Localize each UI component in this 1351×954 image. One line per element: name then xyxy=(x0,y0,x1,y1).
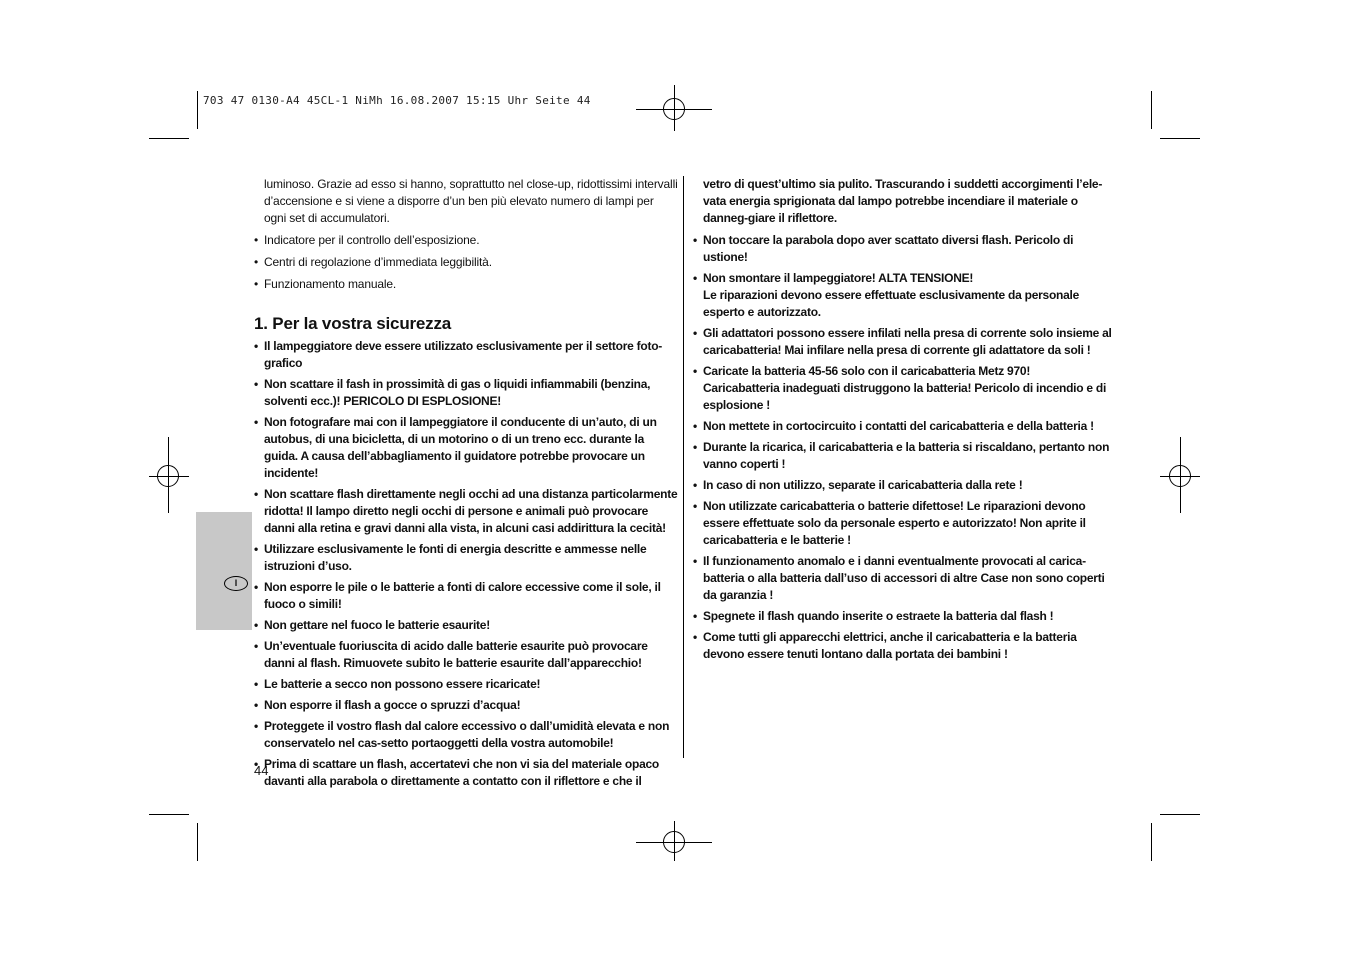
feature-item: • Centri di regolazione d’immediata leggibilità. xyxy=(254,254,678,271)
safety-item: • Il lampeggiatore deve essere utilizzato esclusivamente per il settore foto-grafico xyxy=(254,338,678,372)
crop-mark xyxy=(149,814,189,815)
safety-item xyxy=(693,498,1117,549)
registration-circle xyxy=(157,465,179,487)
safety-item xyxy=(693,439,1117,473)
left-column xyxy=(254,176,678,794)
safety-item: • Non scattare il fash in prossimità di gas o liquidi infiammabili (benzina, solventi ecc.)! PERICOLO DI ESPLOSIONE! xyxy=(254,376,678,410)
safety-item-text: Non toccare la parabola dopo aver scattato diversi flash. Pericolo di ustione! xyxy=(703,233,1074,264)
registration-circle xyxy=(663,831,685,853)
safety-item xyxy=(693,608,1117,625)
safety-item xyxy=(693,477,1117,494)
safety-item: • Utilizzare esclusivamente le fonti di energia descritte e ammesse nelle istruzioni d’uso. xyxy=(254,541,678,575)
safety-item-text: Come tutti gli apparecchi elettrici, anche il caricabatteria e la batteria devono essere tenuti lontano dalla portata dei bambini ! xyxy=(703,630,1077,661)
crop-mark xyxy=(197,823,198,861)
safety-item xyxy=(693,270,1117,321)
safety-item-text: Non utilizzate caricabatteria o batterie difettose! Le riparazioni devono essere effettuate solo da personale esperto e autorizzato! Non aprite il caricabatteria e le batterie ! xyxy=(703,499,1086,547)
safety-item xyxy=(693,232,1117,266)
safety-item: • Proteggete il vostro flash dal calore eccessivo o dall’umidità elevata e non conservatelo nel cas-setto portaoggetti della vostra automobile! xyxy=(254,718,678,752)
column-divider xyxy=(683,176,684,758)
safety-item-subtext: Le riparazioni devono essere effettuate esclusivamente da personale esperto e autorizzato. xyxy=(703,288,1080,319)
registration-circle xyxy=(663,98,685,120)
feature-item: • Funzionamento manuale. xyxy=(254,276,678,293)
safety-item: • Un’eventuale fuoriuscita di acido dalle batterie esaurite può provocare danni al flash. Rimuovete subito le batterie esaurite dall’apparecchio! xyxy=(254,638,678,672)
crop-mark xyxy=(197,91,198,129)
continuation-paragraph: vetro di quest’ultimo sia pulito. Trascurando i suddetti accorgimenti l’ele-vata energia sprigionata dal lampo potrebbe incendiare il materiale o danneg-giare il riflettore. xyxy=(703,177,1103,225)
safety-item-text: In caso di non utilizzo, separate il caricabatteria dalla rete ! xyxy=(703,478,1023,492)
safety-item: • Non gettare nel fuoco le batterie esaurite! xyxy=(254,617,678,634)
crop-mark xyxy=(1151,823,1152,861)
right-column xyxy=(693,176,1117,667)
language-tab-label: I xyxy=(224,576,248,591)
crop-mark xyxy=(1160,814,1200,815)
safety-item xyxy=(693,363,1117,414)
safety-item: • Non scattare flash direttamente negli occhi ad una distanza particolarmente ridotta! Il lampo diretto negli occhi di persone e animali può provocare danni alla retina e gravi danni alla vista, in alcuni casi addirittura la cecità! xyxy=(254,486,678,537)
safety-item: • Non fotografare mai con il lampeggiatore il conducente di un’auto, di un autobus, di una bicicletta, di un motorino o di un treno ecc. durante la guida. A causa dell’abbagliamento il guidatore potrebbe provocare un incidente! xyxy=(254,414,678,482)
print-slug: 703 47 0130-A4 45CL-1 NiMh 16.08.2007 15:15 Uhr Seite 44 xyxy=(203,94,591,107)
safety-item-text: Il funzionamento anomalo e i danni eventualmente provocati al carica-batteria o alla batteria dall’uso di accessori di altre Case non sono coperti da garanzia ! xyxy=(703,554,1105,602)
safety-item-text: Non mettete in cortocircuito i contatti del caricabatteria e della batteria ! xyxy=(703,419,1094,433)
language-tab xyxy=(196,512,252,630)
safety-item-text: Gli adattatori possono essere infilati nella presa di corrente solo insieme al caricabatteria! Mai infilare nella presa di corrente gli adattatore da soli ! xyxy=(703,326,1112,357)
safety-item-text: Spegnete il flash quando inserite o estraete la batteria dal flash ! xyxy=(703,609,1054,623)
intro-paragraph: luminoso. Grazie ad esso si hanno, soprattutto nel close-up, ridottissimi intervalli d’accensione e si viene a disporre d’un ben più elevato numero di lampi per ogni set di accumulatori. xyxy=(264,177,678,225)
safety-item xyxy=(693,553,1117,604)
crop-mark xyxy=(1160,138,1200,139)
page-number: 44 xyxy=(254,763,269,778)
safety-item xyxy=(693,418,1117,435)
feature-item: • Indicatore per il controllo dell’esposizione. xyxy=(254,232,678,249)
safety-item-subtext: Caricabatteria inadeguati distruggono la batteria! Pericolo di incendio e di esplosione ! xyxy=(703,381,1107,412)
safety-item: • Non esporre le pile o le batterie a fonti di calore eccessive come il sole, il fuoco o simili! xyxy=(254,579,678,613)
safety-item xyxy=(693,325,1117,359)
safety-item-text: Caricate la batteria 45-56 solo con il caricabatteria Metz 970! xyxy=(703,364,1031,378)
section-heading: 1. Per la vostra sicurezza xyxy=(254,314,452,333)
safety-item: • Non esporre il flash a gocce o spruzzi d’acqua! xyxy=(254,697,678,714)
safety-item-text: Durante la ricarica, il caricabatteria e la batteria si riscaldano, pertanto non vanno coperti ! xyxy=(703,440,1110,471)
safety-item: • Le batterie a secco non possono essere ricaricate! xyxy=(254,676,678,693)
crop-mark xyxy=(1151,91,1152,129)
safety-item xyxy=(693,629,1117,663)
safety-item: • Prima di scattare un flash, accertatevi che non vi sia del materiale opaco davanti alla parabola o direttamente a contatto con il riflettore e che il xyxy=(254,756,678,790)
crop-mark xyxy=(149,138,189,139)
registration-circle xyxy=(1169,465,1191,487)
safety-item-text: Non smontare il lampeggiatore! ALTA TENSIONE! xyxy=(703,271,974,285)
